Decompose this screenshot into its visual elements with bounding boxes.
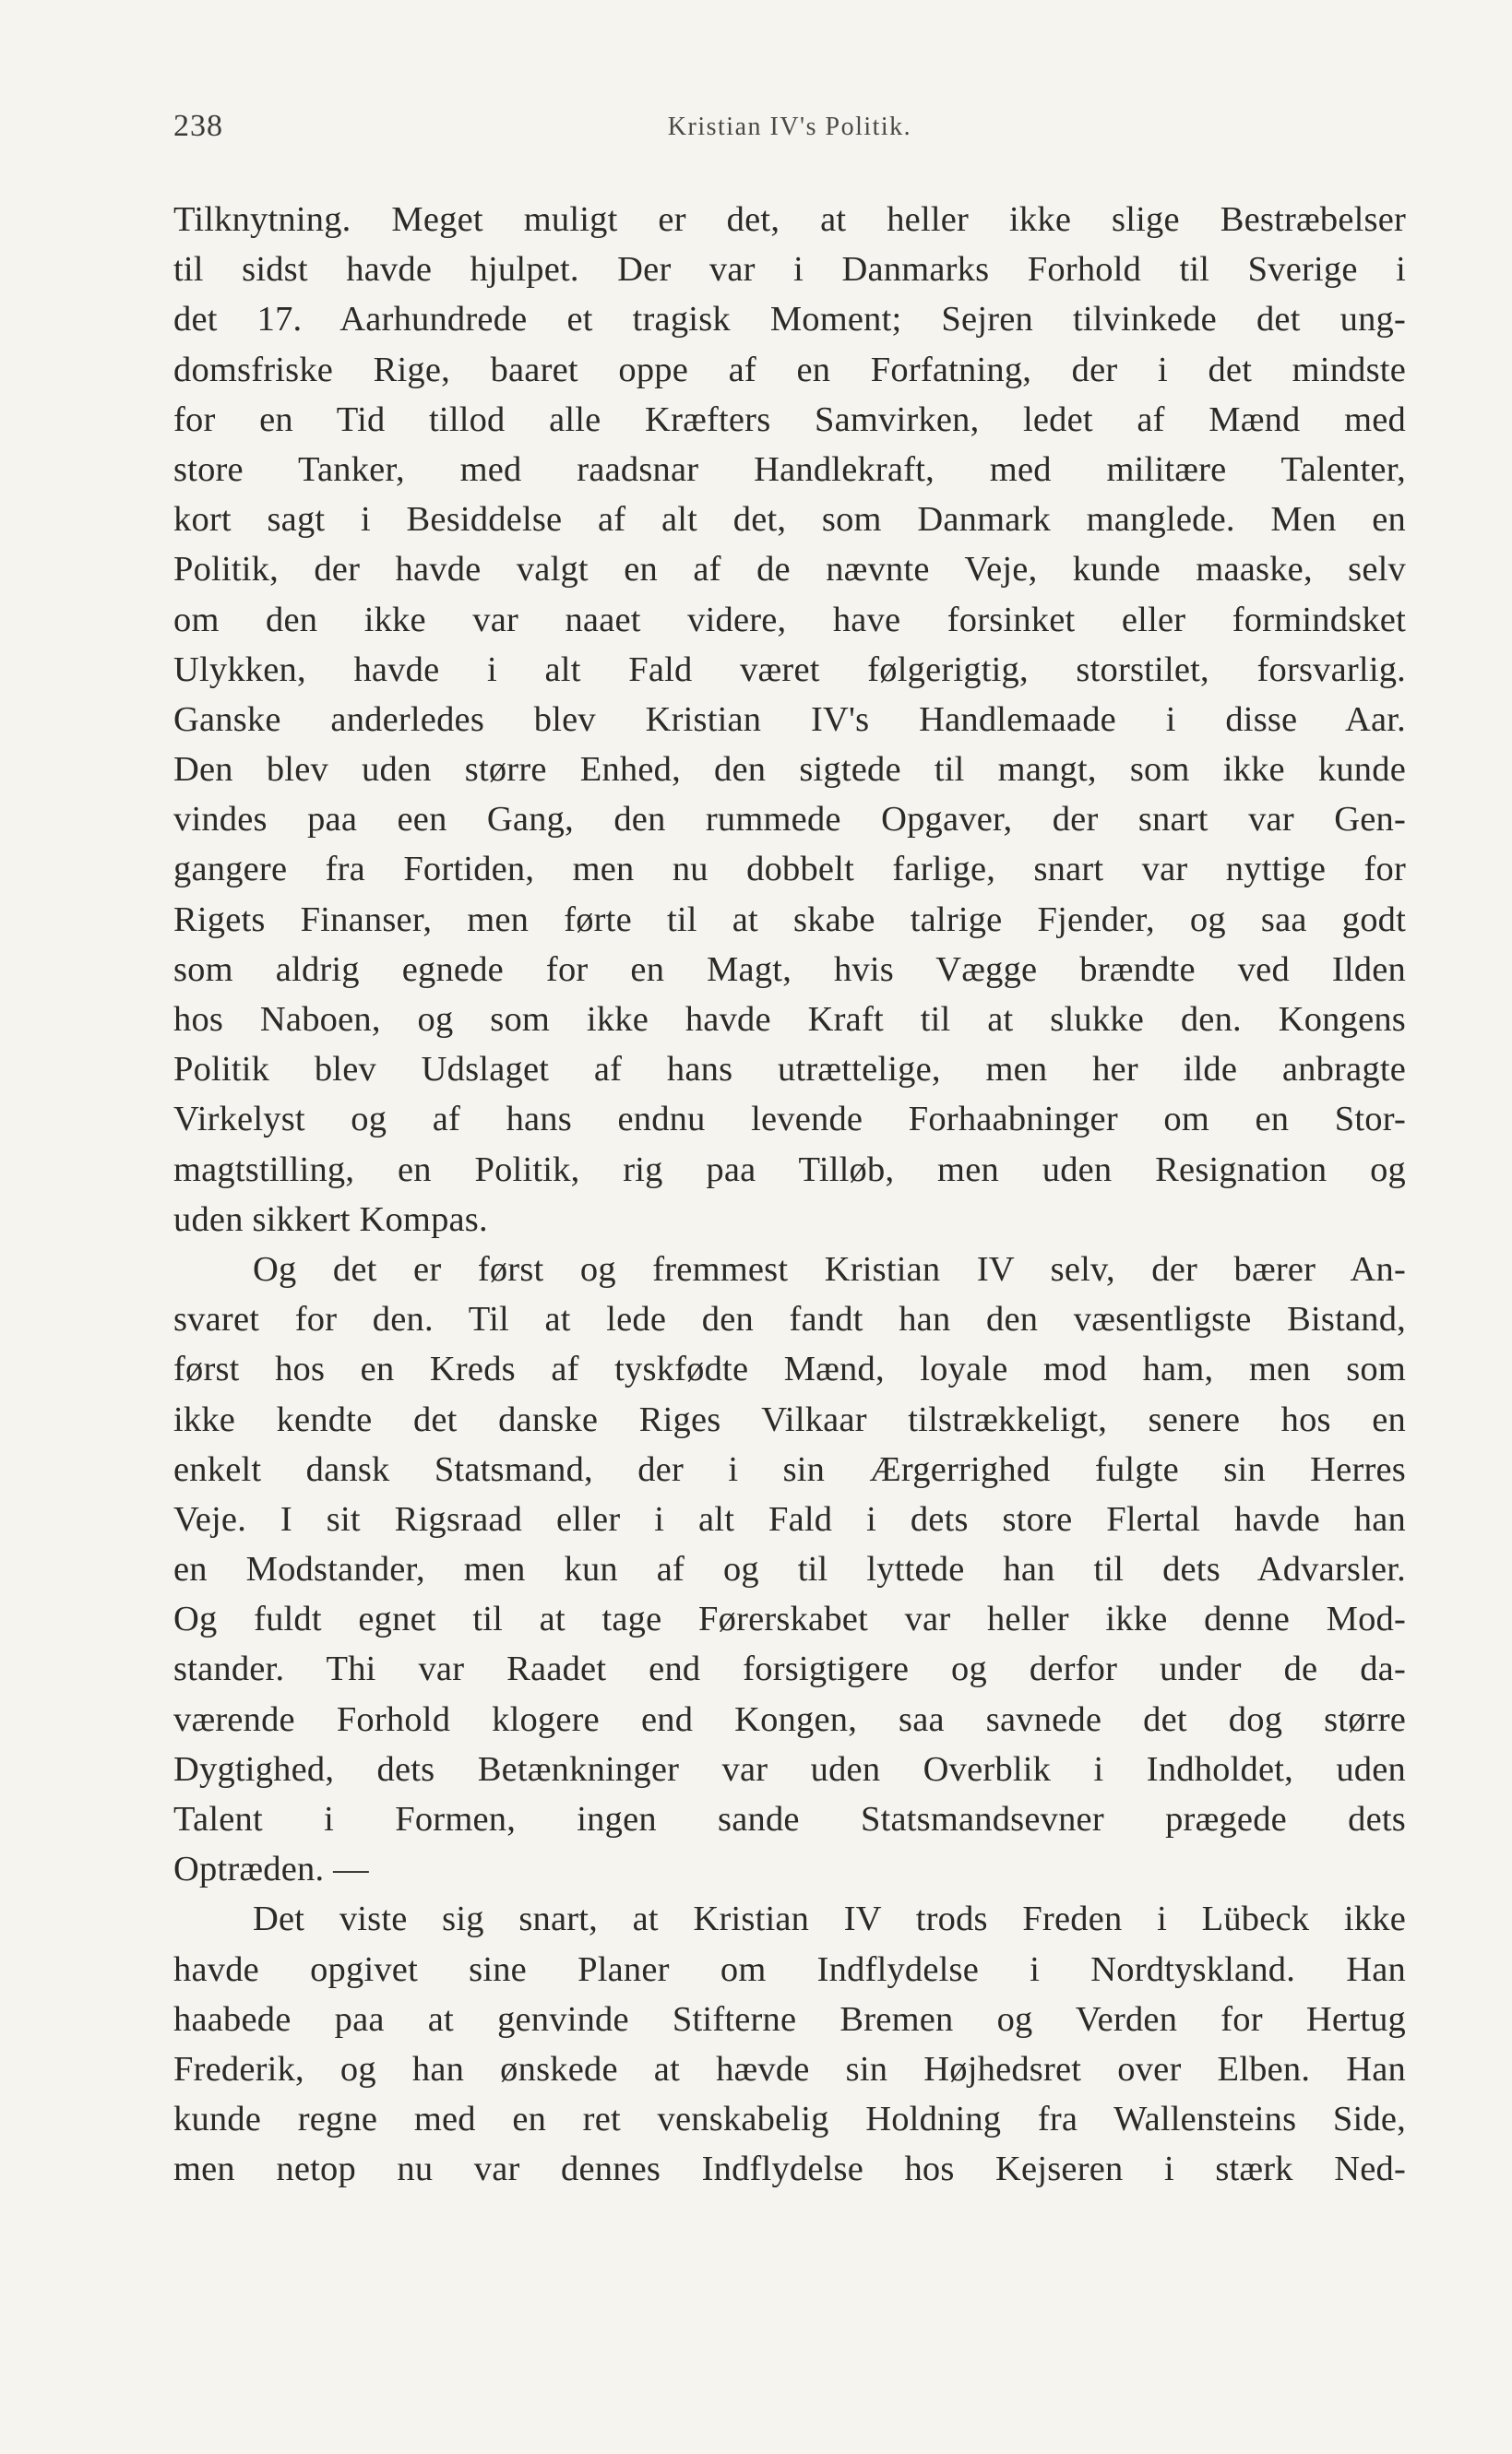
text-line: magtstilling, en Politik, rig paa Tilløb, men uden Resignation og	[173, 1150, 1406, 1189]
text-line: svaret for den. Til at lede den fandt han den væsentligste Bistand,	[173, 1300, 1406, 1340]
text-line: Rigets Finanser, men førte til at skabe talrige Fjender, og saa godt	[173, 899, 1406, 939]
text-line: værende Forhold klogere end Kongen, saa savnede det dog større	[173, 1699, 1406, 1739]
running-title: Kristian IV's Politik.	[667, 113, 912, 141]
text-line: hos Naboen, og som ikke havde Kraft til at slukke den. Kongens	[173, 1000, 1406, 1039]
text-line: stander. Thi var Raadet end forsigtigere og derfor under de da-	[173, 1650, 1406, 1689]
text-line: kort sagt i Besiddelse af alt det, som Danmark manglede. Men en	[173, 500, 1406, 540]
text-line: ikke kendte det danske Riges Vilkaar tilstrækkeligt, senere hos en	[173, 1400, 1406, 1439]
page-number: 238	[173, 109, 223, 143]
text-line: store Tanker, med raadsnar Handlekraft, med militære Talenter,	[173, 449, 1406, 489]
text-line: Tilknytning. Meget muligt er det, at heller ikke slige Bestræbelser	[173, 200, 1406, 239]
text-line: til sidst havde hjulpet. Der var i Danmarks Forhold til Sverige i	[173, 250, 1406, 290]
text-line: Og fuldt egnet til at tage Førerskabet var heller ikke denne Mod-	[173, 1600, 1406, 1639]
text-line: haabede paa at genvinde Stifterne Bremen og Verden for Hertug	[173, 1999, 1406, 2039]
text-line: Ganske anderledes blev Kristian IV's Handlemaade i disse Aar.	[173, 699, 1406, 739]
text-line: Politik, der havde valgt en af de nævnte Veje, kunde maaske, selv	[173, 550, 1406, 590]
text-line: en Modstander, men kun af og til lyttede han til dets Advarsler.	[173, 1550, 1406, 1590]
running-head	[173, 109, 1406, 155]
text-line: Politik blev Udslaget af hans utrættelige, men her ilde anbragte	[173, 1050, 1406, 1090]
text-line: Veje. I sit Rigsraad eller i alt Fald i dets store Flertal havde han	[173, 1499, 1406, 1539]
text-line: Den blev uden større Enhed, den sigtede til mangt, som ikke kunde	[173, 750, 1406, 790]
text-line: Og det er først og fremmest Kristian IV selv, der bærer An-	[253, 1249, 1406, 1289]
text-line: først hos en Kreds af tyskfødte Mænd, loyale mod ham, men som	[173, 1350, 1406, 1389]
text-line: Frederik, og han ønskede at hævde sin Højhedsret over Elben. Han	[173, 2049, 1406, 2089]
text-line: som aldrig egnede for en Magt, hvis Vægge brændte ved Ilden	[173, 949, 1406, 989]
text-line: det 17. Aarhundrede et tragisk Moment; Sejren tilvinkede det ung-	[173, 300, 1406, 340]
text-line: uden sikkert Kompas.	[173, 1199, 488, 1239]
text-line: Det viste sig snart, at Kristian IV trods Freden i Lübeck ikke	[253, 1900, 1406, 1939]
text-line: Optræden. —	[173, 1850, 369, 1889]
text-line: havde opgivet sine Planer om Indflydelse i Nordtyskland. Han	[173, 1949, 1406, 1989]
text-line: Dygtighed, dets Betænkninger var uden Overblik i Indholdet, uden	[173, 1749, 1406, 1789]
text-line: men netop nu var dennes Indflydelse hos Kejseren i stærk Ned-	[173, 2150, 1406, 2189]
text-line: gangere fra Fortiden, men nu dobbelt farlige, snart var nyttige for	[173, 850, 1406, 889]
text-line: vindes paa een Gang, den rummede Opgaver, der snart var Gen-	[173, 800, 1406, 840]
text-line: domsfriske Rige, baaret oppe af en Forfatning, der i det mindste	[173, 350, 1406, 389]
text-line: kunde regne med en ret venskabelig Holdning fra Wallensteins Side,	[173, 2100, 1406, 2139]
text-line: enkelt dansk Statsmand, der i sin Ærgerrighed fulgte sin Herres	[173, 1449, 1406, 1489]
text-line: for en Tid tillod alle Kræfters Samvirken, ledet af Mænd med	[173, 399, 1406, 439]
body-text	[173, 195, 1406, 2195]
text-line: Talent i Formen, ingen sande Statsmandsevner prægede dets	[173, 1800, 1406, 1839]
text-line: Ulykken, havde i alt Fald været følgerigtig, storstilet, forsvarlig.	[173, 649, 1406, 689]
text-line: om den ikke var naaet videre, have forsinket eller formindsket	[173, 600, 1406, 639]
text-line: Virkelyst og af hans endnu levende Forhaabninger om en Stor-	[173, 1100, 1406, 1139]
